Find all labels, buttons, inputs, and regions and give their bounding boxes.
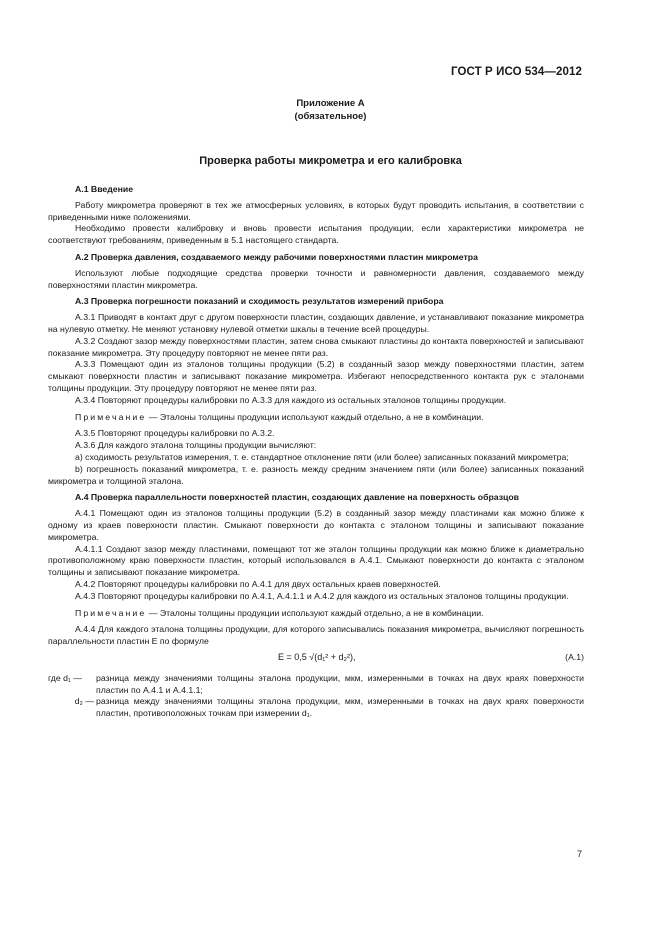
appendix-block [0, 97, 661, 123]
paragraph: А.4.3 Повторяют процедуры калибровки по А.4.1, А.4.1.1 и А.4.2 для каждого из остальных эталонов толщины продукции. [75, 590, 569, 601]
formula-number: (А.1) [565, 651, 584, 662]
section-a4-heading: А.4 Проверка параллельности поверхностей пластин, создающих давление на поверхность образцов [75, 492, 519, 503]
paragraph: А.3.3 Помещают один из эталонов толщины продукции (5.2) в созданный зазор между поверхностями пластин, затем смыкают поверхности пластин и записывают показание микрометра. Избегают непосредственного контакта рук с эталонами толщины продукции. Эту процедуру повторяют не менее пяти раз. [48, 359, 584, 393]
where-text: разница между значениями толщины эталона продукции, мкм, измеренными в точках на двух краях поверхности пластин, противоположных точкам при измерении d₁. [96, 696, 584, 719]
paragraph: Используют любые подходящие средства проверки точности и равномерности давления, создаваемого между поверхностями пластин микрометра. [48, 267, 584, 290]
where-text: разница между значениями толщины эталона продукции, мкм, измеренными в точках на двух краях поверхности пластин по А.4.1 и А.4.1.1; [96, 672, 584, 695]
paragraph: А.4.1.1 Создают зазор между пластинами, помещают тот же эталон толщины продукции как можно ближе к диаметрально противоположному краю поверхности пластин, который использовался в А.4.1. Смыкают поверхности до контакта с эталоном толщины и записывают показание микрометра. [48, 543, 584, 578]
note [48, 608, 584, 620]
list-item-b: b) погрешность показаний микрометра, т. е. разность между средним значением пяти (или более) записанных показаний микрометра и толщиной эталона. [48, 463, 584, 486]
paragraph: А.3.6 Для каждого эталона толщины продукции вычисляют: [75, 440, 317, 451]
paragraph: Работу микрометра проверяют в тех же атмосферных условиях, в которых будут проводить испытания, в соответствии с приведенными ниже положениями. [48, 199, 584, 222]
paragraph: А.4.4 Для каждого эталона толщины продукции, для которого записывались показания микрометра, вычисляют погрешность параллельности пластин E по формуле [48, 624, 584, 647]
appendix-status: (обязательное) [294, 111, 367, 122]
where-item-d1 [48, 673, 584, 697]
note [48, 412, 584, 424]
where-label: d₂ — [74, 696, 94, 707]
formula-block [48, 649, 584, 671]
paragraph: А.3.1 Приводят в контакт друг с другом поверхности пластин, создающих давление, и устанавливают показание микрометра на нулевую отметку. Не меняют установку нулевой отметки шкалы в течение всей процедуры. [48, 312, 584, 334]
page-title: Проверка работы микрометра и его калибровка [199, 155, 462, 167]
where-label: где d₁ — [48, 672, 82, 683]
document-body [48, 184, 584, 720]
page-number: 7 [576, 849, 582, 859]
note-label: Примечание [75, 411, 147, 422]
appendix-name: Приложение А [296, 98, 365, 109]
note-label: Примечание [75, 607, 147, 618]
paragraph: А.4.2 Повторяют процедуры калибровки по А.4.1 для двух остальных краев поверхностей. [75, 578, 441, 589]
paragraph: А.3.4 Повторяют процедуры калибровки по А.3.3 для каждого из остальных эталонов толщины продукции. [75, 394, 507, 405]
standard-header: ГОСТ Р ИСО 534—2012 [450, 66, 582, 78]
section-a1-heading: А.1 Введение [75, 184, 134, 194]
section-a3-heading: А.3 Проверка погрешности показаний и сходимость результатов измерений прибора [75, 296, 444, 307]
where-item-d2 [48, 696, 584, 720]
list-item-a: а) сходимость результатов измерения, т. е. стандартное отклонение пяти (или более) записанных показаний микрометра; [75, 451, 569, 462]
paragraph: А.3.2 Создают зазор между поверхностями пластин, затем снова смыкают пластины до контакта поверхностей и записывают показание микрометра. Эту процедуру повторяют не менее пяти раз. [48, 335, 584, 358]
paragraph: А.3.5 Повторяют процедуры калибровки по А.3.2. [75, 428, 275, 439]
paragraph: А.4.1 Помещают один из эталонов толщины продукции (5.2) в созданный зазор между пластинами как можно ближе к одному из краев поверхности пластин. Смыкают поверхности до контакта с эталоном толщины и записывают показание микрометра. [48, 508, 584, 542]
note-text: — Эталоны толщины продукции используют каждый отдельно, а не в комбинации. [148, 411, 484, 422]
paragraph: Необходимо провести калибровку и вновь провести испытания продукции, если характеристики микрометра не соответствуют требованиям, приведенным в 5.1 настоящего стандарта. [48, 223, 584, 246]
section-a2-heading: А.2 Проверка давления, создаваемого между рабочими поверхностями пластин микрометра [75, 251, 478, 262]
formula: E = 0,5 √(d₁² + d₂²), [278, 651, 356, 662]
note-text: — Эталоны толщины продукции используют каждый отдельно, а не в комбинации. [148, 607, 484, 618]
